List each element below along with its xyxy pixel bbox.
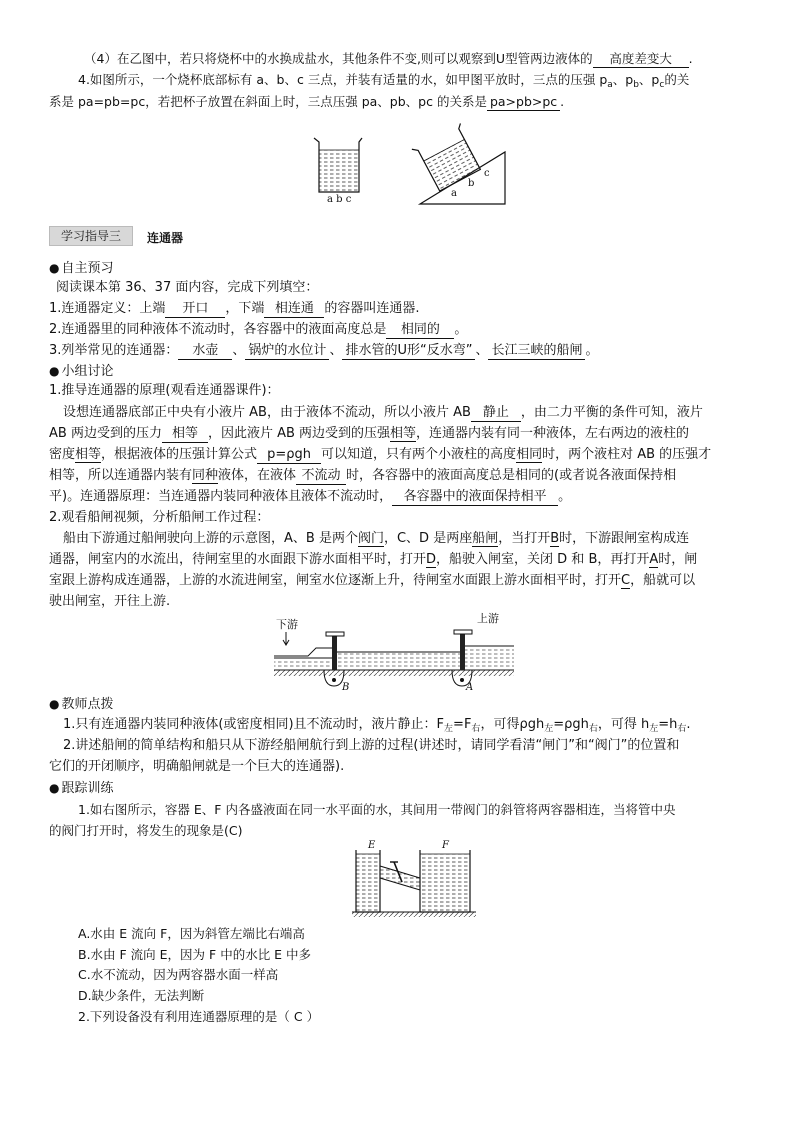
practice-q1-line2: 的阀门打开时，将发生的现象是(C) bbox=[49, 823, 243, 838]
teacher-line1: 1.只有连通器内装同种液体(或密度相同)且不流动时，液片静止：$F_左=F_右$，可得ρgh$_左$=ρgh$_右$，可得 $h_左=h_右$. bbox=[63, 717, 691, 734]
inclined-beaker bbox=[412, 123, 505, 204]
group-p1-line2: AB 两边受到的压力 相等 ，因此液片 AB 两边受到的压强相等，连通器内装有同一种液体，左右两边的液柱的 bbox=[49, 426, 690, 441]
option-d: D.缺少条件，无法判断 bbox=[78, 988, 205, 1003]
teacher-line2: 2.讲述船闸的简单结构和船只从下游经船闸航行到上游的过程(讲述时，请同学看清“闸门”和“阀门”的位置和 bbox=[63, 738, 680, 753]
section-title: 连通器 bbox=[147, 231, 184, 245]
preview-line3: 3.列举常见的连通器： 水壶 、 锅炉的水位计 、 排水管的U形“反水弯” 、 长江三峡的船闸 。 bbox=[49, 343, 599, 358]
group-p2-title: 2.观看船闸视频，分析船闸工作过程： bbox=[49, 510, 270, 525]
teacher-line3: 它们的开闭顺序，明确船闸就是一个巨大的连通器). bbox=[49, 759, 345, 774]
lock-gate-left bbox=[332, 636, 337, 670]
practice-q2: 2.下列设备没有利用连通器原理的是（ C ） bbox=[78, 1009, 320, 1024]
valve-a-label: A bbox=[466, 682, 474, 692]
lock-gate-right bbox=[460, 634, 465, 670]
group-p1-line1: 设想连通器底部正中央有小液片 AB，由于液体不流动，所以小液片 AB 静止 ，由二力平衡的条件可知，液片 bbox=[63, 405, 703, 420]
bullet-icon: ● bbox=[49, 697, 60, 711]
label-e: E bbox=[368, 840, 376, 851]
practice-heading: ● 跟踪训练 bbox=[49, 781, 114, 796]
ship-lock-figure bbox=[272, 608, 516, 692]
q4-line: （4）在乙图中，若只将烧杯中的水换成盐水，其他条件不变,则可以观察到U型管两边液体的 高度差变大 . bbox=[84, 51, 693, 66]
group-p1-line4: 相等，所以连通器内装有同种液体，在液体 不流动 时，各容器中的液面高度总是相同的(或者说各液面保持相 bbox=[49, 468, 677, 483]
q4-answer: 高度差变大 bbox=[593, 51, 689, 68]
practice-q1-line1: 1.如右图所示，容器 E、F 内各盛液面在同一水平面的水，其间用一带阀门的斜管将两容器相连，当将管中央 bbox=[78, 802, 676, 817]
flat-beaker-water bbox=[319, 150, 359, 192]
teacher-heading: ● 教师点拨 bbox=[49, 697, 114, 712]
label-c: c bbox=[484, 168, 490, 179]
beaker-figure bbox=[300, 120, 530, 212]
group-p2-line1: 船由下游通过船闸驶向上游的示意图，A、B 是两个阀门，C、D 是两座船闸，当打开B时，下游跟闸室构成连 bbox=[63, 531, 690, 546]
label-downstream: 下游 bbox=[276, 618, 298, 631]
item4-answer: pa>pb>pc bbox=[487, 94, 560, 111]
option-a: A.水由 E 流向 F，因为斜管左端比右端高 bbox=[78, 926, 305, 941]
option-c: C.水不流动，因为两容器水面一样高 bbox=[78, 967, 279, 982]
group-p1-title: 1.推导连通器的原理(观看连通器课件)： bbox=[49, 383, 280, 398]
group-heading: ● 小组讨论 bbox=[49, 364, 114, 379]
bullet-icon: ● bbox=[49, 364, 60, 378]
bullet-icon: ● bbox=[49, 261, 60, 275]
item4-line1: 4.如图所示，一个烧杯底部标有 a、b、c 三点，并装有适量的水，如甲图平放时，三点的压强 $p_a$、$p_b$、$p_c$的关 bbox=[78, 72, 690, 90]
group-p1-line3: 密度相等，根据液体的压强计算公式 p=ρgh 可以知道，只有两个小液柱的高度相同时，两个液柱对 AB 的压强才 bbox=[49, 447, 712, 462]
group-p2-line4: 驶出闸室，开往上游. bbox=[49, 594, 171, 609]
bullet-icon: ● bbox=[49, 781, 60, 795]
flat-beaker-labels: a b c bbox=[327, 194, 352, 205]
group-p2-line3: 室跟上游构成连通器，上游的水流进闸室，闸室水位逐渐上升，待闸室水面跟上游水面相平时，打开C，船就可以 bbox=[49, 573, 696, 588]
valve-b-label: B bbox=[342, 682, 350, 692]
preview-line1: 1.连通器定义：上端 开口 ，下端 相连通 的容器叫连通器. bbox=[49, 301, 420, 316]
self-preview-heading: ● 自主预习 bbox=[49, 261, 114, 276]
item4-line2: 系是 pa=pb=pc，若把杯子放置在斜面上时，三点压强 pa、pb、pc 的关系是 pa>pb>pc . bbox=[49, 94, 565, 109]
group-p2-line2: 通器，闸室内的水流出，待闸室里的水面跟下游水面相平时，打开D，船驶入闸室，关闭 D 和 B，再打开A时，闸 bbox=[49, 552, 698, 567]
label-f: F bbox=[442, 840, 449, 851]
label-b: b bbox=[468, 178, 475, 189]
flat-beaker bbox=[314, 138, 362, 192]
label-upstream: 上游 bbox=[477, 612, 499, 625]
label-a: a bbox=[451, 188, 457, 199]
section-tag: 学习指导三 bbox=[49, 226, 133, 246]
ef-container-figure bbox=[350, 836, 478, 920]
preview-line2: 2.连通器里的同种液体不流动时，各容器中的液面高度总是 相同的 。 bbox=[49, 322, 468, 337]
group-p1-line5: 平)。连通器原理：当连通器内装同种液体且液体不流动时， 各容器中的液面保持相平 。 bbox=[49, 489, 572, 504]
self-preview-intro: 阅读课本第 36、37 面内容，完成下列填空： bbox=[56, 280, 319, 295]
option-b: B.水由 F 流向 E，因为 F 中的水比 E 中多 bbox=[78, 947, 312, 962]
